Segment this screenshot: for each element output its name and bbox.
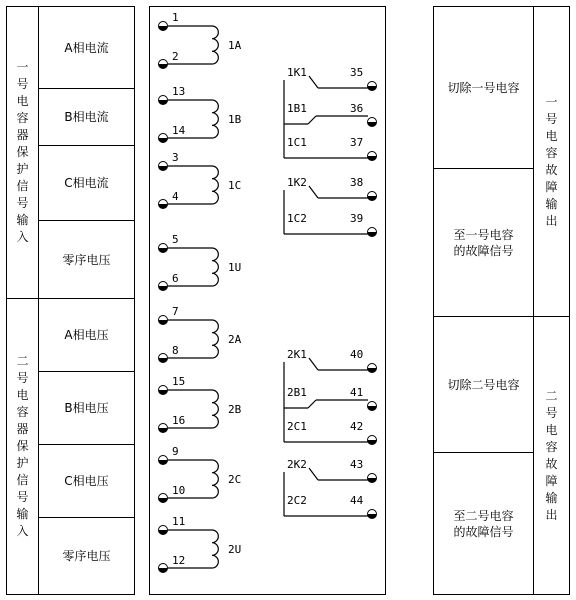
group2-row-c-voltage: C相电压 (64, 474, 109, 488)
contact-blade (308, 116, 316, 124)
coil-bottom-number: 6 (172, 272, 179, 285)
contact-terminal-number: 44 (350, 494, 364, 507)
group1-title: 一号电容器保护信号输入 (16, 60, 29, 244)
right-row-cut-cap1: 切除一号电容 (447, 80, 520, 95)
contact-name: 1C2 (287, 212, 307, 225)
coil-top-number: 5 (172, 233, 179, 246)
coil-top-number: 9 (172, 445, 179, 458)
group2-title: 二号电容器保护信号输入 (16, 354, 29, 538)
contact-blade (309, 358, 318, 370)
contact-name: 2C1 (287, 420, 307, 433)
coil-bottom-number: 4 (172, 190, 179, 203)
right-row-cut-cap2: 切除二号电容 (447, 377, 520, 392)
contact-name: 1B1 (287, 102, 307, 115)
coil-bottom-number: 8 (172, 344, 179, 357)
contact-name: 1K1 (287, 66, 307, 79)
group1-row-a-current: A相电流 (64, 40, 109, 55)
coil-bottom-number: 16 (172, 414, 186, 427)
right-row-fault-cap2: 至二号电容的故障信号 (453, 508, 514, 539)
coil-name: 2B (228, 403, 242, 416)
contact-blade (309, 186, 318, 198)
contact-terminal-number: 37 (350, 136, 364, 149)
coil-bottom-number: 12 (172, 554, 186, 567)
contact-terminal-number: 42 (350, 420, 364, 433)
right-group2-title: 二号电容故障输出 (545, 388, 558, 522)
group2-row-b-voltage: B相电压 (64, 401, 109, 415)
contact-terminal-number: 35 (350, 66, 364, 79)
group2-row-a-voltage: A相电压 (64, 328, 109, 342)
contact-name: 2K1 (287, 348, 307, 361)
coil-name: 2A (228, 333, 242, 346)
contact-terminal-number: 41 (350, 386, 364, 399)
coil-name: 1C (228, 179, 242, 192)
coil-top-number: 1 (172, 11, 179, 24)
contact-terminal-number: 40 (350, 348, 364, 361)
coil-name: 1A (228, 39, 242, 52)
contact-terminal-number: 36 (350, 102, 364, 115)
group1-row-b-current: B相电流 (64, 110, 109, 124)
contact-name: 2K2 (287, 458, 307, 471)
group1-row-c-current: C相电流 (64, 176, 109, 190)
coil-top-number: 3 (172, 151, 179, 164)
coil-bottom-number: 2 (172, 50, 179, 63)
contact-name: 1K2 (287, 176, 307, 189)
contact-blade (309, 468, 318, 480)
coil-top-number: 11 (172, 515, 186, 528)
contact-name: 2B1 (287, 386, 307, 399)
coil-name: 1B (228, 113, 242, 126)
contact-terminal-number: 43 (350, 458, 364, 471)
right-group1-title: 一号电容故障输出 (545, 94, 558, 228)
contact-blade (309, 76, 318, 88)
contact-blade (308, 400, 316, 408)
contact-terminal-number: 38 (350, 176, 364, 189)
coil-name: 1U (228, 261, 242, 274)
coil-top-number: 7 (172, 305, 179, 318)
contact-terminal-number: 39 (350, 212, 364, 225)
contact-name: 1C1 (287, 136, 307, 149)
coil-bottom-number: 10 (172, 484, 186, 497)
coil-name: 2U (228, 543, 242, 556)
coil-name: 2C (228, 473, 242, 486)
coil-top-number: 13 (172, 85, 186, 98)
coil-bottom-number: 14 (172, 124, 186, 137)
group1-row-zero-seq: 零序电压 (62, 252, 111, 267)
coil-top-number: 15 (172, 375, 186, 388)
contact-name: 2C2 (287, 494, 307, 507)
right-row-fault-cap1: 至一号电容的故障信号 (453, 227, 514, 258)
group2-row-zero-seq: 零序电压 (62, 549, 111, 563)
